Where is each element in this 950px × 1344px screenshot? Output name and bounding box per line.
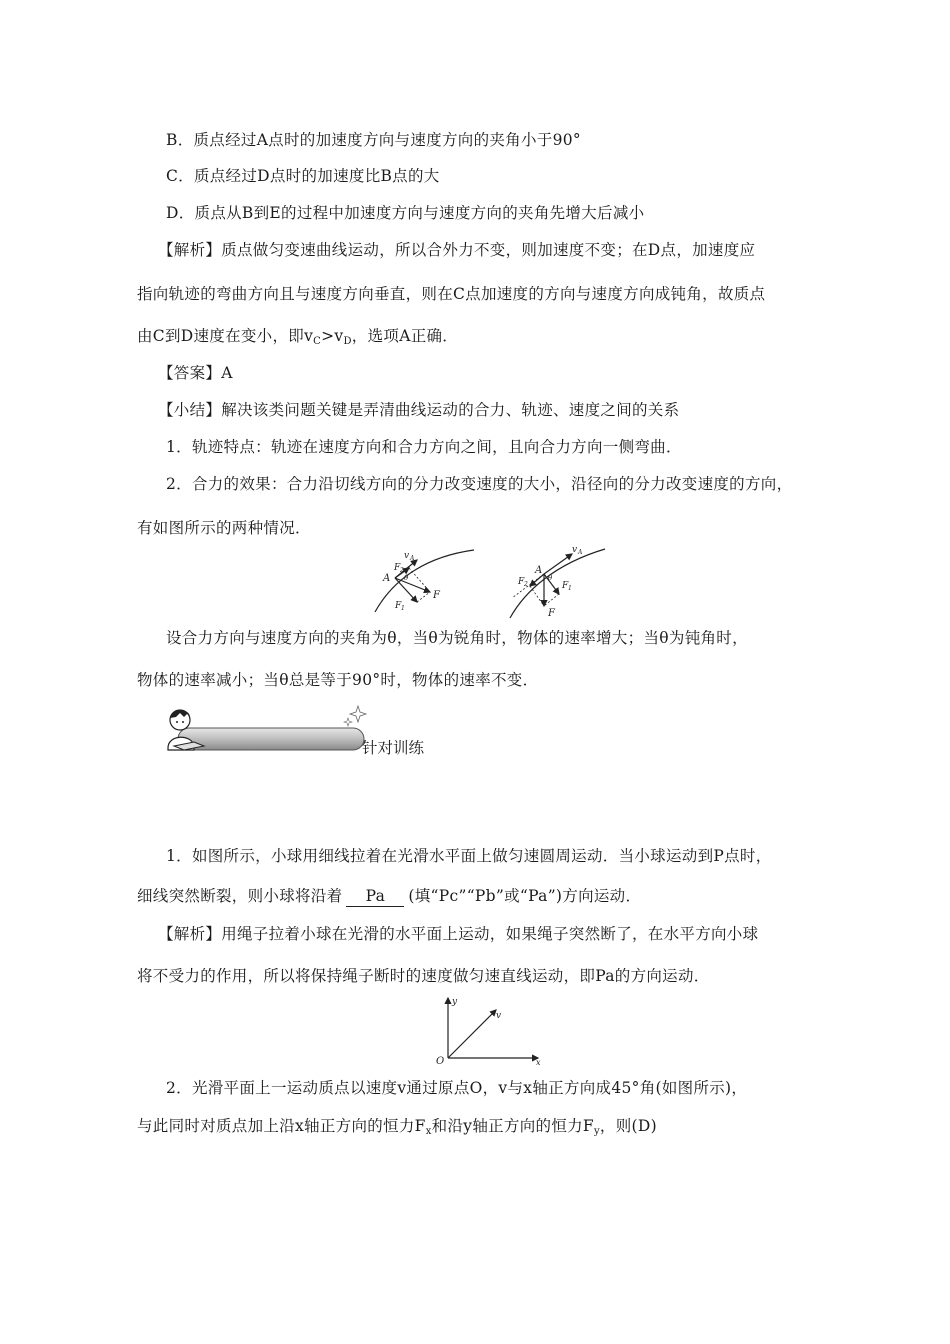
svg-text:y: y: [452, 997, 458, 1007]
svg-text:A: A: [383, 573, 391, 584]
section-banner: [160, 702, 370, 758]
svg-text:F: F: [394, 563, 401, 573]
analysis2-line1: 【解析】用绳子拉着小球在光滑的水平面上运动，如果绳子突然断了，在水平方向小球: [158, 925, 759, 943]
force-diagram-left: [375, 550, 474, 612]
analysis-tag: 【解析】: [158, 241, 222, 259]
analysis2-line2: 将不受力的作用，所以将保持绳子断时的速度做匀速直线运动，即Pa的方向运动．: [137, 967, 710, 985]
q2-line2: 与此同时对质点加上沿x轴正方向的恒力$F_x$和沿y轴正方向的恒力$F_y$，则(D): [137, 1117, 657, 1137]
svg-text:v: v: [404, 551, 410, 561]
svg-text:F: F: [433, 590, 440, 601]
velocity-vector: [448, 1010, 496, 1058]
section-title: 针对训练: [362, 739, 425, 757]
answer-blank: Pa: [346, 886, 404, 907]
analysis1-line3: 由C到D速度在变小，即$v_C>v_D$，选项A正确．: [137, 327, 459, 347]
answer-value: A: [221, 364, 233, 382]
option-d: D．质点从B到E的过程中加速度方向与速度方向的夹角先增大后减小: [166, 204, 645, 222]
analysis1-line1: 【解析】质点做匀变速曲线运动，所以合外力不变，则加速度不变；在D点，加速度应: [158, 241, 756, 259]
svg-text:1: 1: [401, 605, 405, 612]
svg-text:2: 2: [400, 567, 404, 574]
svg-text:θ: θ: [404, 574, 409, 582]
summary-point1: 1．轨迹特点：轨迹在速度方向和合力方向之间，且向合力方向一侧弯曲．: [166, 438, 682, 456]
svg-text:F: F: [548, 608, 555, 619]
svg-text:A: A: [578, 549, 583, 556]
theta-explain-line2: 物体的速率减小；当θ总是等于90°时，物体的速率不变．: [137, 671, 539, 689]
q2-line1: 2．光滑平面上一运动质点以速度v通过原点O，v与x轴正方向成45°角(如图所示)，: [166, 1079, 748, 1097]
option-b: B．质点经过A点时的加速度方向与速度方向的夹角小于90°: [166, 131, 581, 149]
summary-line: 【小结】解决该类问题关键是弄清曲线运动的合力、轨迹、速度之间的关系: [158, 401, 680, 419]
force-diagram-right: [510, 546, 605, 619]
svg-text:A: A: [410, 555, 415, 562]
q1-line2: 细线突然断裂，则小球将沿着 Pa (填“Pc”“Pb”或“Pa”)方向运动．: [137, 887, 642, 905]
svg-text:A: A: [535, 565, 543, 576]
analysis1-line2: 指向轨迹的弯曲方向且与速度方向垂直，则在C点加速度的方向与速度方向成钝角，故质点: [137, 285, 766, 303]
sparkle-icon: [344, 706, 366, 726]
svg-text:F: F: [562, 581, 569, 591]
option-c: C．质点经过D点时的加速度比B点的大: [166, 167, 440, 185]
velocity-axes-figure: [430, 992, 550, 1066]
summary-point2: 2．合力的效果：合力沿切线方向的分力改变速度的大小，沿径向的分力改变速度的方向，: [166, 475, 793, 493]
svg-text:O: O: [436, 1056, 445, 1066]
svg-text:v: v: [572, 546, 578, 555]
svg-text:x: x: [536, 1058, 541, 1066]
answer-line: [158, 363, 233, 383]
summary-tag: 【小结】: [158, 401, 222, 419]
force-diagram-figure: [360, 546, 620, 622]
summary-point2-cont: 有如图所示的两种情况．: [137, 519, 311, 537]
q1-line1: 1．如图所示，小球用细线拉着在光滑水平面上做匀速圆周运动．当小球运动到P点时，: [166, 847, 772, 865]
theta-explain-line1: 设合力方向与速度方向的夹角为θ，当θ为锐角时，物体的速率增大；当θ为钝角时，: [166, 629, 748, 647]
svg-text:F: F: [395, 601, 402, 611]
answer-tag: 【答案】: [158, 364, 222, 382]
svg-text:θ: θ: [548, 574, 553, 582]
svg-text:F: F: [518, 577, 525, 587]
svg-text:1: 1: [568, 585, 572, 592]
svg-text:2: 2: [524, 581, 528, 588]
svg-text:v: v: [496, 1011, 502, 1021]
analysis-tag: 【解析】: [158, 925, 222, 943]
